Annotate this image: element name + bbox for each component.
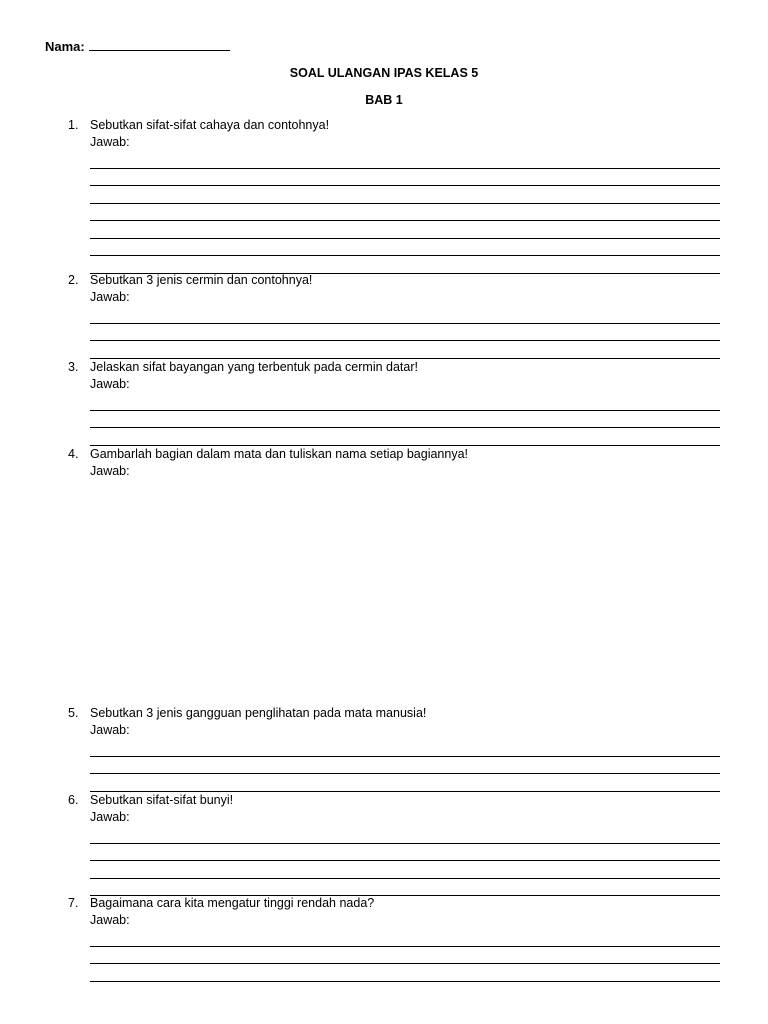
answer-line	[90, 411, 720, 429]
answer-label: Jawab:	[90, 290, 130, 304]
answer-line	[90, 341, 720, 359]
question-text: Bagaimana cara kita mengatur tinggi rendah nada?	[90, 896, 375, 910]
answer-label: Jawab:	[90, 135, 130, 149]
question-number: 5.	[68, 706, 79, 720]
answer-area	[68, 739, 728, 792]
question-number: 1.	[68, 118, 79, 132]
answer-line	[90, 324, 720, 342]
answer-line	[90, 204, 720, 222]
answer-line	[90, 774, 720, 792]
answer-line	[90, 929, 720, 947]
answer-line	[90, 844, 720, 862]
answer-line	[90, 947, 720, 965]
name-blank-line	[89, 38, 230, 51]
answer-line	[90, 826, 720, 844]
name-field	[45, 38, 230, 54]
answer-area	[68, 306, 728, 359]
answer-line	[90, 739, 720, 757]
answer-area	[68, 393, 728, 446]
answer-line	[90, 186, 720, 204]
answer-line	[90, 757, 720, 775]
question-text: Sebutkan 3 jenis cermin dan contohnya!	[90, 273, 313, 287]
question-text: Jelaskan sifat bayangan yang terbentuk pada cermin datar!	[90, 360, 418, 374]
question-number: 3.	[68, 360, 79, 374]
question-2	[68, 272, 728, 359]
answer-label: Jawab:	[90, 464, 130, 478]
answer-line	[90, 239, 720, 257]
name-label: Nama:	[45, 39, 85, 54]
question-number: 7.	[68, 896, 79, 910]
question-number: 2.	[68, 273, 79, 287]
question-number: 4.	[68, 447, 79, 461]
question-4	[68, 446, 728, 480]
answer-area	[68, 826, 728, 896]
answer-label: Jawab:	[90, 913, 130, 927]
question-number: 6.	[68, 793, 79, 807]
answer-line	[90, 964, 720, 982]
question-text: Sebutkan 3 jenis gangguan penglihatan pada mata manusia!	[90, 706, 427, 720]
answer-line	[90, 861, 720, 879]
worksheet-title: SOAL ULANGAN IPAS KELAS 5	[289, 66, 479, 80]
question-1	[68, 117, 728, 274]
answer-line	[90, 151, 720, 169]
question-3	[68, 359, 728, 446]
question-text: Sebutkan sifat-sifat bunyi!	[90, 793, 234, 807]
answer-area	[68, 151, 728, 274]
answer-label: Jawab:	[90, 377, 130, 391]
question-5	[68, 705, 728, 792]
answer-line	[90, 428, 720, 446]
question-6	[68, 792, 728, 896]
answer-label: Jawab:	[90, 810, 130, 824]
answer-line	[90, 879, 720, 897]
answer-area	[68, 929, 728, 982]
answer-line	[90, 306, 720, 324]
answer-line	[90, 393, 720, 411]
answer-line	[90, 256, 720, 274]
answer-line	[90, 169, 720, 187]
worksheet-subtitle: BAB 1	[365, 93, 403, 107]
answer-label: Jawab:	[90, 723, 130, 737]
question-text: Sebutkan sifat-sifat cahaya dan contohnya!	[90, 118, 330, 132]
question-7	[68, 895, 728, 982]
question-text: Gambarlah bagian dalam mata dan tuliskan nama setiap bagiannya!	[90, 447, 469, 461]
answer-line	[90, 221, 720, 239]
